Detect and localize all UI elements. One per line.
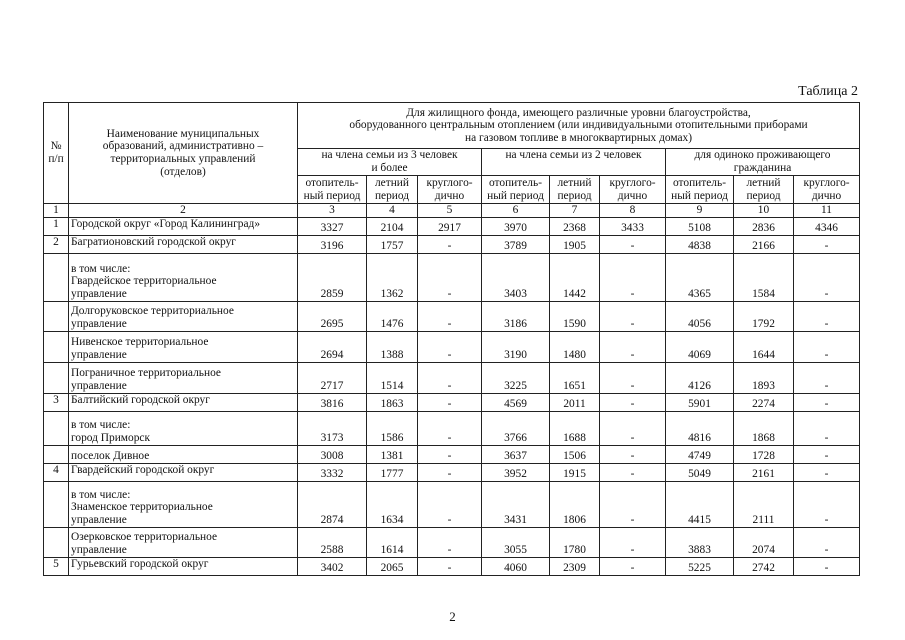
value-cell: - <box>600 557 666 575</box>
value-cell: 2368 <box>550 217 600 235</box>
value-cell: 5049 <box>666 463 734 481</box>
value-cell: 4415 <box>666 481 734 527</box>
value-cell: 1757 <box>367 235 418 253</box>
value-cell: 3433 <box>600 217 666 235</box>
value-cell: - <box>794 235 860 253</box>
value-cell: 2065 <box>367 557 418 575</box>
value-cell: - <box>600 253 666 301</box>
value-cell: 1868 <box>734 411 794 445</box>
value-cell: 2836 <box>734 217 794 235</box>
row-name: в том числе: Знаменское территориальное управление <box>69 481 298 527</box>
header-period: круглого- дично <box>418 176 482 204</box>
table-row <box>44 253 860 301</box>
value-cell: - <box>418 411 482 445</box>
value-cell: - <box>418 235 482 253</box>
value-cell: 1651 <box>550 362 600 393</box>
value-cell: 3196 <box>298 235 367 253</box>
value-cell: - <box>794 411 860 445</box>
row-number <box>44 481 69 527</box>
value-cell: - <box>794 331 860 362</box>
value-cell: - <box>600 362 666 393</box>
value-cell: 1514 <box>367 362 418 393</box>
row-name: Балтийский городской округ <box>69 393 298 411</box>
row-name: в том числе: город Приморск <box>69 411 298 445</box>
row-name: Гвардейский городской округ <box>69 463 298 481</box>
column-index: 7 <box>550 204 600 218</box>
value-cell: - <box>600 411 666 445</box>
value-cell: 4838 <box>666 235 734 253</box>
row-number <box>44 527 69 557</box>
value-cell: 2717 <box>298 362 367 393</box>
value-cell: 1388 <box>367 331 418 362</box>
column-index: 8 <box>600 204 666 218</box>
value-cell: - <box>794 253 860 301</box>
row-name: Долгоруковское территориальное управление <box>69 301 298 331</box>
value-cell: 1863 <box>367 393 418 411</box>
value-cell: 3637 <box>482 445 550 463</box>
header-sub-3plus: на члена семьи из 3 человек и более <box>298 149 482 176</box>
tariff-table <box>43 102 860 576</box>
value-cell: 2104 <box>367 217 418 235</box>
value-cell: 2111 <box>734 481 794 527</box>
table-row <box>44 217 860 235</box>
value-cell: 4056 <box>666 301 734 331</box>
row-number <box>44 331 69 362</box>
value-cell: - <box>794 527 860 557</box>
table-row <box>44 393 860 411</box>
row-name: Городской округ «Город Калининград» <box>69 217 298 235</box>
value-cell: - <box>600 445 666 463</box>
value-cell: 2917 <box>418 217 482 235</box>
row-number: 4 <box>44 463 69 481</box>
value-cell: 2011 <box>550 393 600 411</box>
value-cell: 2588 <box>298 527 367 557</box>
row-number <box>44 411 69 445</box>
value-cell: 1905 <box>550 235 600 253</box>
value-cell: 4365 <box>666 253 734 301</box>
value-cell: 3225 <box>482 362 550 393</box>
column-index: 5 <box>418 204 482 218</box>
value-cell: - <box>418 362 482 393</box>
value-cell: 4569 <box>482 393 550 411</box>
value-cell: - <box>600 463 666 481</box>
value-cell: 2695 <box>298 301 367 331</box>
value-cell: 2742 <box>734 557 794 575</box>
value-cell: 4069 <box>666 331 734 362</box>
value-cell: 1728 <box>734 445 794 463</box>
value-cell: 3766 <box>482 411 550 445</box>
value-cell: - <box>418 301 482 331</box>
value-cell: 3327 <box>298 217 367 235</box>
column-index: 6 <box>482 204 550 218</box>
value-cell: - <box>418 527 482 557</box>
value-cell: 1362 <box>367 253 418 301</box>
column-index: 2 <box>69 204 298 218</box>
column-index: 4 <box>367 204 418 218</box>
value-cell: 1442 <box>550 253 600 301</box>
value-cell: 2859 <box>298 253 367 301</box>
value-cell: - <box>794 393 860 411</box>
value-cell: - <box>418 253 482 301</box>
header-name: Наименование муниципальных образований, административно – территориальных управлений (отделов) <box>69 103 298 204</box>
value-cell: 2274 <box>734 393 794 411</box>
header-period: летний период <box>550 176 600 204</box>
value-cell: 1688 <box>550 411 600 445</box>
value-cell: - <box>600 481 666 527</box>
column-index: 11 <box>794 204 860 218</box>
value-cell: - <box>794 301 860 331</box>
value-cell: 3816 <box>298 393 367 411</box>
value-cell: 5225 <box>666 557 734 575</box>
value-cell: 3190 <box>482 331 550 362</box>
table-row <box>44 362 860 393</box>
table-body <box>44 217 860 575</box>
value-cell: 3332 <box>298 463 367 481</box>
row-name: поселок Дивное <box>69 445 298 463</box>
table-row <box>44 481 860 527</box>
value-cell: 1381 <box>367 445 418 463</box>
row-number <box>44 253 69 301</box>
header-period: отопитель- ный период <box>666 176 734 204</box>
table-row <box>44 557 860 575</box>
row-number: 3 <box>44 393 69 411</box>
column-index-row <box>44 204 860 218</box>
value-cell: 3402 <box>298 557 367 575</box>
row-name: Озерковское территориальное управление <box>69 527 298 557</box>
value-cell: 3403 <box>482 253 550 301</box>
value-cell: 5108 <box>666 217 734 235</box>
value-cell: 4346 <box>794 217 860 235</box>
row-number <box>44 301 69 331</box>
header-period: отопитель- ный период <box>482 176 550 204</box>
value-cell: 1806 <box>550 481 600 527</box>
value-cell: 1590 <box>550 301 600 331</box>
value-cell: - <box>418 393 482 411</box>
value-cell: 1586 <box>367 411 418 445</box>
value-cell: - <box>794 481 860 527</box>
value-cell: - <box>600 331 666 362</box>
header-period: отопитель- ный период <box>298 176 367 204</box>
row-name: Пограничное территориальное управление <box>69 362 298 393</box>
value-cell: - <box>418 331 482 362</box>
value-cell: 1634 <box>367 481 418 527</box>
table-row <box>44 463 860 481</box>
value-cell: - <box>600 527 666 557</box>
value-cell: 2074 <box>734 527 794 557</box>
row-number <box>44 445 69 463</box>
column-index: 9 <box>666 204 734 218</box>
value-cell: 3952 <box>482 463 550 481</box>
value-cell: 2166 <box>734 235 794 253</box>
value-cell: - <box>794 463 860 481</box>
value-cell: 1792 <box>734 301 794 331</box>
row-number: 1 <box>44 217 69 235</box>
row-number <box>44 362 69 393</box>
value-cell: - <box>418 445 482 463</box>
value-cell: 4816 <box>666 411 734 445</box>
value-cell: 3055 <box>482 527 550 557</box>
value-cell: 1506 <box>550 445 600 463</box>
value-cell: 1777 <box>367 463 418 481</box>
value-cell: 3883 <box>666 527 734 557</box>
table-row <box>44 301 860 331</box>
value-cell: - <box>600 393 666 411</box>
row-name: Гурьевский городской округ <box>69 557 298 575</box>
row-name: в том числе: Гвардейское территориальное управление <box>69 253 298 301</box>
table-caption: Таблица 2 <box>798 84 858 99</box>
header-sub-single: для одиноко проживающего гражданина <box>666 149 860 176</box>
value-cell: 1644 <box>734 331 794 362</box>
value-cell: - <box>600 301 666 331</box>
value-cell: 2309 <box>550 557 600 575</box>
table-row <box>44 445 860 463</box>
header-group: Для жилищного фонда, имеющего различные уровни благоустройства, оборудованного центральным отоплением (или индивидуальными отопительными приборами на газовом топливе в многоквартирных домах) <box>298 103 860 149</box>
header-sub-2: на члена семьи из 2 человек <box>482 149 666 176</box>
value-cell: 3186 <box>482 301 550 331</box>
value-cell: 1584 <box>734 253 794 301</box>
header-period: круглого- дично <box>794 176 860 204</box>
page-number: 2 <box>449 609 456 624</box>
header-period: летний период <box>734 176 794 204</box>
value-cell: 3431 <box>482 481 550 527</box>
value-cell: 3173 <box>298 411 367 445</box>
value-cell: 4060 <box>482 557 550 575</box>
table-row <box>44 527 860 557</box>
value-cell: 1915 <box>550 463 600 481</box>
row-number: 2 <box>44 235 69 253</box>
value-cell: - <box>794 557 860 575</box>
header-num: № п/п <box>44 103 69 204</box>
value-cell: 1480 <box>550 331 600 362</box>
table-row <box>44 411 860 445</box>
value-cell: 2874 <box>298 481 367 527</box>
value-cell: 2694 <box>298 331 367 362</box>
value-cell: 4126 <box>666 362 734 393</box>
value-cell: 1614 <box>367 527 418 557</box>
value-cell: 5901 <box>666 393 734 411</box>
value-cell: 3008 <box>298 445 367 463</box>
column-index: 1 <box>44 204 69 218</box>
header-period: летний период <box>367 176 418 204</box>
value-cell: - <box>794 362 860 393</box>
value-cell: - <box>600 235 666 253</box>
table-row <box>44 235 860 253</box>
value-cell: 3970 <box>482 217 550 235</box>
header-period: круглого- дично <box>600 176 666 204</box>
value-cell: 1893 <box>734 362 794 393</box>
value-cell: - <box>418 557 482 575</box>
value-cell: - <box>794 445 860 463</box>
value-cell: 1476 <box>367 301 418 331</box>
value-cell: 3789 <box>482 235 550 253</box>
row-name: Нивенское территориальное управление <box>69 331 298 362</box>
table-row <box>44 331 860 362</box>
column-index: 3 <box>298 204 367 218</box>
value-cell: 2161 <box>734 463 794 481</box>
value-cell: - <box>418 463 482 481</box>
value-cell: 4749 <box>666 445 734 463</box>
row-number: 5 <box>44 557 69 575</box>
value-cell: 1780 <box>550 527 600 557</box>
column-index: 10 <box>734 204 794 218</box>
row-name: Багратионовский городской округ <box>69 235 298 253</box>
value-cell: - <box>418 481 482 527</box>
